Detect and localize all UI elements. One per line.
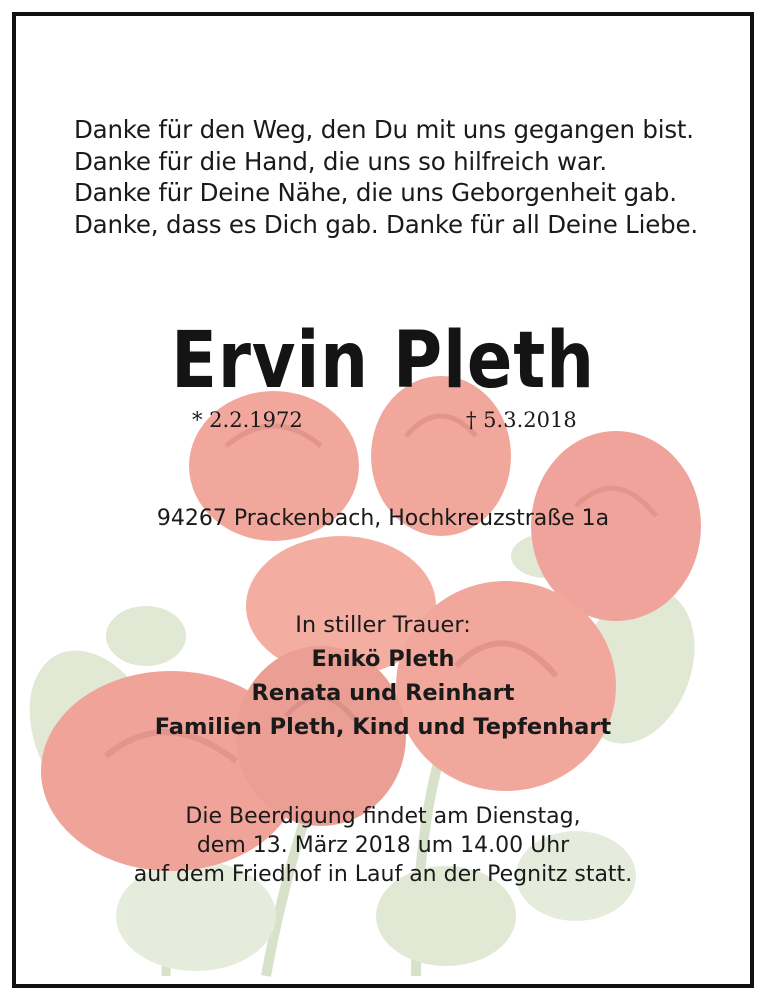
obituary-card xyxy=(12,12,754,988)
verse-text xyxy=(74,114,734,240)
death-date: † 5.3.2018 xyxy=(466,408,577,432)
deceased-name: Ervin Pleth xyxy=(171,316,595,406)
funeral-line: auf dem Friedhof in Lauf an der Pegnitz statt. xyxy=(133,862,633,887)
funeral-notice xyxy=(16,802,750,889)
mourners-block xyxy=(16,608,750,744)
verse-line: Danke für die Hand, die uns so hilfreich war. xyxy=(74,146,607,176)
funeral-line: dem 13. März 2018 um 14.00 Uhr xyxy=(196,833,570,858)
verse-line: Danke für den Weg, den Du mit uns gegangen bist. xyxy=(74,115,694,144)
mourning-intro: In stiller Trauer: xyxy=(295,612,471,638)
birth-date: * 2.2.1972 xyxy=(192,408,303,432)
mourner-name: Renata und Reinhart xyxy=(251,680,515,706)
mourner-name: Familien Pleth, Kind und Tepfenhart xyxy=(154,714,612,740)
funeral-line: Die Beerdigung findet am Dienstag, xyxy=(185,804,581,829)
verse-line: Danke für Deine Nähe, die uns Geborgenheit gab. xyxy=(74,178,677,207)
address: 94267 Prackenbach, Hochkreuzstraße 1a xyxy=(156,506,610,531)
mourner-name: Enikö Pleth xyxy=(311,646,455,672)
verse-line: Danke, dass es Dich gab. Danke für all Deine Liebe. xyxy=(74,209,698,239)
